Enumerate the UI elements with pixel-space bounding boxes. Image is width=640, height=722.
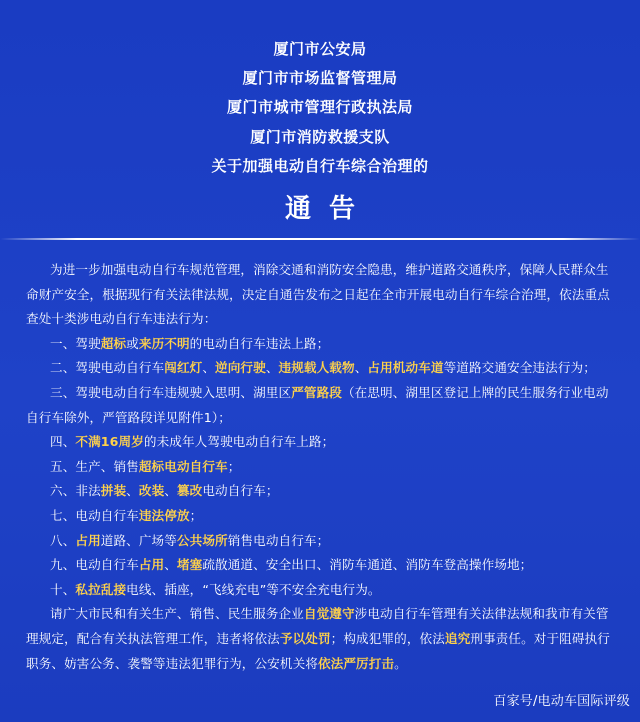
text-segment: 涉电动自行车管理有关法律法规和我市有关管理规定，配合有关执法管理工作，违者将依法 bbox=[26, 606, 609, 646]
highlighted-text: 追究 bbox=[444, 630, 471, 646]
text-segment: 、 bbox=[354, 360, 368, 376]
text-segment: 八、 bbox=[50, 532, 76, 548]
highlighted-text: 予以处罚 bbox=[279, 630, 331, 646]
highlighted-text: 闯红灯 bbox=[164, 360, 203, 376]
text-segment: 销售电动自行车； bbox=[227, 532, 330, 548]
highlighted-text: 超标 bbox=[100, 335, 127, 351]
intro-paragraph bbox=[26, 258, 618, 332]
text-segment: 、 bbox=[265, 360, 279, 376]
list-item bbox=[26, 332, 618, 357]
notice-subtitle: 关于加强电动自行车综合治理的 bbox=[211, 157, 429, 175]
list-item bbox=[26, 504, 618, 529]
highlighted-text: 来历不明 bbox=[138, 335, 190, 351]
highlighted-text: 堵塞 bbox=[176, 557, 203, 573]
text-segment: 四、 bbox=[50, 434, 76, 450]
highlighted-text: 改装 bbox=[138, 483, 165, 499]
authority-fire-rescue: 厦门市消防救援支队 bbox=[250, 128, 390, 146]
notice-title: 通告 bbox=[284, 194, 373, 224]
highlighted-text: 私拉乱接 bbox=[75, 581, 127, 597]
text-segment: 疏散通道、安全出口、消防车通道、消防车登高操作场地； bbox=[202, 557, 533, 573]
text-segment: 、 bbox=[164, 557, 177, 573]
highlighted-text: 违法停放 bbox=[138, 507, 190, 523]
text-segment: 的电动自行车违法上路； bbox=[189, 335, 330, 351]
list-item bbox=[26, 356, 618, 381]
highlighted-text: 自觉遵守 bbox=[303, 606, 355, 622]
text-segment: 。 bbox=[394, 655, 407, 671]
text-segment: 电动自行车； bbox=[202, 483, 279, 499]
highlighted-text: 拼装 bbox=[100, 483, 127, 499]
list-item bbox=[26, 578, 618, 603]
highlighted-text: 严管路段 bbox=[291, 384, 342, 400]
highlighted-text: 公共场所 bbox=[176, 532, 228, 548]
text-segment: ； bbox=[227, 458, 241, 474]
text-segment: 道路、广场等 bbox=[100, 532, 177, 548]
closing-paragraph bbox=[26, 602, 618, 676]
text-segment: 三、驾驶电动自行车违规驶入思明、湖里区 bbox=[50, 384, 292, 400]
text-segment: 二、驾驶电动自行车 bbox=[50, 360, 165, 376]
text-segment: 的未成年人驾驶电动自行车上路； bbox=[143, 434, 335, 450]
notice-body bbox=[26, 258, 618, 676]
text-segment: 电线、插座，“飞线充电”等不安全充电行为。 bbox=[126, 581, 381, 597]
list-item bbox=[26, 430, 618, 455]
list-item bbox=[26, 553, 618, 578]
list-item bbox=[26, 381, 618, 430]
highlighted-text: 占用机动车道 bbox=[367, 360, 444, 376]
list-item bbox=[26, 529, 618, 554]
source-watermark: 百家号/电动车国际评级 bbox=[493, 694, 630, 709]
authority-market-supervision: 厦门市市场监督管理局 bbox=[242, 69, 398, 87]
text-segment: 、 bbox=[164, 483, 177, 499]
title-divider bbox=[0, 238, 640, 240]
text-segment: 一、驾驶 bbox=[50, 335, 101, 351]
text-segment: 十、 bbox=[50, 581, 76, 597]
list-item bbox=[26, 479, 618, 504]
highlighted-text: 占用 bbox=[138, 557, 165, 573]
highlighted-text: 违规载人载物 bbox=[278, 360, 355, 376]
text-segment: 等道路交通安全违法行为； bbox=[443, 360, 596, 376]
highlighted-text: 超标电动自行车 bbox=[138, 458, 228, 474]
highlighted-text: 依法严厉打击 bbox=[317, 655, 395, 671]
text-segment: 刑事责任。对于阻碍执行职务、妨害公务、袭警等违法犯罪行为，公安机关将 bbox=[26, 630, 610, 671]
text-segment: ； bbox=[189, 507, 203, 523]
text-segment: （在思明、湖里区登记上牌的民生服务行业电动自行车除外，严管路段详见附件1）； bbox=[26, 384, 609, 425]
text-segment: ；构成犯罪的，依法 bbox=[330, 630, 445, 646]
authority-public-security: 厦门市公安局 bbox=[273, 40, 367, 58]
highlighted-text: 不满16周岁 bbox=[75, 434, 144, 450]
authority-urban-management: 厦门市城市管理行政执法局 bbox=[226, 98, 413, 116]
text-segment: 请广大市民和有关生产、销售、民生服务企业 bbox=[50, 606, 304, 622]
highlighted-text: 逆向行驶 bbox=[215, 360, 266, 376]
highlighted-text: 占用 bbox=[75, 532, 101, 548]
text-segment: 、 bbox=[126, 483, 139, 499]
highlighted-text: 篡改 bbox=[176, 483, 203, 499]
text-segment: 或 bbox=[126, 335, 139, 351]
text-segment: 七、电动自行车 bbox=[50, 507, 139, 523]
text-segment: 为进一步加强电动自行车规范管理，消除交通和消防安全隐患，维护道路交通秩序，保障人民群众生命财产安全，根据现行有关法律法规，决定自通告发布之日起在全市开展电动自行车综合治理，依法重点查处十类涉电动自行车违法行为： bbox=[26, 262, 610, 327]
text-segment: 、 bbox=[202, 360, 216, 376]
text-segment: 九、电动自行车 bbox=[50, 557, 139, 573]
text-segment: 五、生产、销售 bbox=[50, 458, 139, 474]
list-item bbox=[26, 455, 618, 480]
text-segment: 六、非法 bbox=[50, 483, 101, 499]
